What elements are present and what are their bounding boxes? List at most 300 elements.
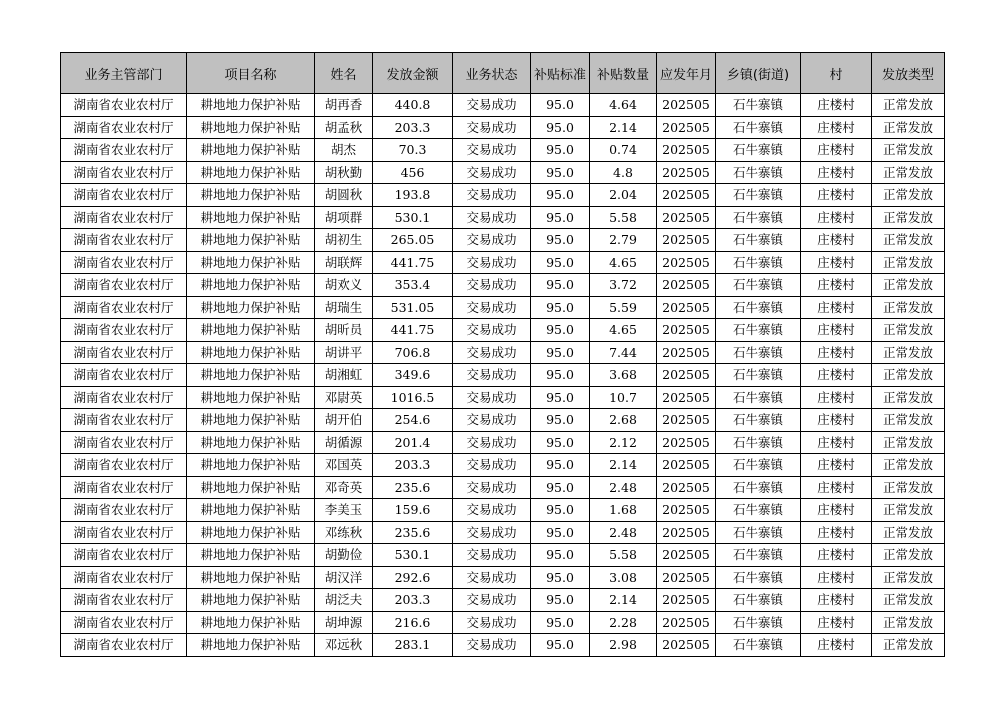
type-cell: 正常发放 [872,386,945,409]
table-row [61,589,945,612]
status-cell: 交易成功 [453,161,531,184]
period-cell: 202505 [657,499,716,522]
department-cell: 湖南省农业农村厅 [61,229,187,252]
standard-cell: 95.0 [531,589,590,612]
status-cell: 交易成功 [453,386,531,409]
township-cell: 石牛寨镇 [716,161,801,184]
project-cell: 耕地地力保护补贴 [187,544,315,567]
standard-cell: 95.0 [531,251,590,274]
standard-cell: 95.0 [531,274,590,297]
amount-cell: 440.8 [373,94,453,117]
quantity-cell: 10.7 [590,386,657,409]
period-cell: 202505 [657,251,716,274]
column-header: 发放金额 [373,53,453,94]
project-cell: 耕地地力保护补贴 [187,274,315,297]
status-cell: 交易成功 [453,521,531,544]
department-cell: 湖南省农业农村厅 [61,589,187,612]
table-row [61,521,945,544]
township-cell: 石牛寨镇 [716,589,801,612]
quantity-cell: 5.58 [590,544,657,567]
standard-cell: 95.0 [531,139,590,162]
table-row [61,476,945,499]
status-cell: 交易成功 [453,139,531,162]
period-cell: 202505 [657,274,716,297]
standard-cell: 95.0 [531,94,590,117]
status-cell: 交易成功 [453,206,531,229]
township-cell: 石牛寨镇 [716,274,801,297]
quantity-cell: 4.65 [590,319,657,342]
quantity-cell: 0.74 [590,139,657,162]
amount-cell: 159.6 [373,499,453,522]
village-cell: 庄楼村 [801,319,872,342]
department-cell: 湖南省农业农村厅 [61,409,187,432]
quantity-cell: 2.12 [590,431,657,454]
amount-cell: 203.3 [373,589,453,612]
village-cell: 庄楼村 [801,184,872,207]
village-cell: 庄楼村 [801,476,872,499]
project-cell: 耕地地力保护补贴 [187,94,315,117]
subsidy-table [60,52,945,657]
status-cell: 交易成功 [453,116,531,139]
department-cell: 湖南省农业农村厅 [61,319,187,342]
table-row [61,566,945,589]
amount-cell: 203.3 [373,454,453,477]
table-row [61,116,945,139]
table-row [61,251,945,274]
amount-cell: 193.8 [373,184,453,207]
department-cell: 湖南省农业农村厅 [61,251,187,274]
village-cell: 庄楼村 [801,274,872,297]
village-cell: 庄楼村 [801,566,872,589]
village-cell: 庄楼村 [801,431,872,454]
amount-cell: 353.4 [373,274,453,297]
standard-cell: 95.0 [531,296,590,319]
project-cell: 耕地地力保护补贴 [187,296,315,319]
department-cell: 湖南省农业农村厅 [61,184,187,207]
status-cell: 交易成功 [453,611,531,634]
type-cell: 正常发放 [872,589,945,612]
village-cell: 庄楼村 [801,341,872,364]
township-cell: 石牛寨镇 [716,296,801,319]
status-cell: 交易成功 [453,409,531,432]
status-cell: 交易成功 [453,634,531,657]
name-cell: 胡圆秋 [315,184,373,207]
village-cell: 庄楼村 [801,634,872,657]
village-cell: 庄楼村 [801,454,872,477]
table-row [61,94,945,117]
name-cell: 胡开伯 [315,409,373,432]
table-row [61,431,945,454]
type-cell: 正常发放 [872,341,945,364]
standard-cell: 95.0 [531,161,590,184]
amount-cell: 531.05 [373,296,453,319]
village-cell: 庄楼村 [801,206,872,229]
status-cell: 交易成功 [453,341,531,364]
project-cell: 耕地地力保护补贴 [187,139,315,162]
type-cell: 正常发放 [872,319,945,342]
quantity-cell: 2.98 [590,634,657,657]
project-cell: 耕地地力保护补贴 [187,184,315,207]
township-cell: 石牛寨镇 [716,116,801,139]
project-cell: 耕地地力保护补贴 [187,341,315,364]
department-cell: 湖南省农业农村厅 [61,521,187,544]
type-cell: 正常发放 [872,251,945,274]
township-cell: 石牛寨镇 [716,386,801,409]
type-cell: 正常发放 [872,566,945,589]
type-cell: 正常发放 [872,296,945,319]
status-cell: 交易成功 [453,364,531,387]
column-header: 项目名称 [187,53,315,94]
type-cell: 正常发放 [872,94,945,117]
status-cell: 交易成功 [453,274,531,297]
standard-cell: 95.0 [531,431,590,454]
amount-cell: 349.6 [373,364,453,387]
type-cell: 正常发放 [872,544,945,567]
village-cell: 庄楼村 [801,611,872,634]
department-cell: 湖南省农业农村厅 [61,364,187,387]
type-cell: 正常发放 [872,229,945,252]
amount-cell: 1016.5 [373,386,453,409]
period-cell: 202505 [657,634,716,657]
type-cell: 正常发放 [872,274,945,297]
table-row [61,206,945,229]
village-cell: 庄楼村 [801,251,872,274]
column-header: 发放类型 [872,53,945,94]
amount-cell: 70.3 [373,139,453,162]
period-cell: 202505 [657,364,716,387]
standard-cell: 95.0 [531,634,590,657]
amount-cell: 265.05 [373,229,453,252]
status-cell: 交易成功 [453,251,531,274]
table-row [61,611,945,634]
department-cell: 湖南省农业农村厅 [61,454,187,477]
table-row [61,319,945,342]
table-row [61,409,945,432]
project-cell: 耕地地力保护补贴 [187,206,315,229]
name-cell: 胡讲平 [315,341,373,364]
township-cell: 石牛寨镇 [716,499,801,522]
amount-cell: 530.1 [373,206,453,229]
name-cell: 邓尉英 [315,386,373,409]
table-row [61,634,945,657]
table-row [61,454,945,477]
standard-cell: 95.0 [531,566,590,589]
type-cell: 正常发放 [872,611,945,634]
column-header: 村 [801,53,872,94]
amount-cell: 706.8 [373,341,453,364]
status-cell: 交易成功 [453,589,531,612]
standard-cell: 95.0 [531,409,590,432]
quantity-cell: 2.14 [590,454,657,477]
period-cell: 202505 [657,296,716,319]
period-cell: 202505 [657,476,716,499]
township-cell: 石牛寨镇 [716,364,801,387]
department-cell: 湖南省农业农村厅 [61,116,187,139]
period-cell: 202505 [657,341,716,364]
standard-cell: 95.0 [531,184,590,207]
subsidy-table-sheet [60,52,945,657]
status-cell: 交易成功 [453,476,531,499]
name-cell: 胡勤俭 [315,544,373,567]
project-cell: 耕地地力保护补贴 [187,521,315,544]
type-cell: 正常发放 [872,521,945,544]
village-cell: 庄楼村 [801,409,872,432]
period-cell: 202505 [657,161,716,184]
column-header: 业务主管部门 [61,53,187,94]
amount-cell: 292.6 [373,566,453,589]
period-cell: 202505 [657,589,716,612]
village-cell: 庄楼村 [801,296,872,319]
village-cell: 庄楼村 [801,499,872,522]
status-cell: 交易成功 [453,454,531,477]
standard-cell: 95.0 [531,454,590,477]
table-row [61,274,945,297]
table-row [61,161,945,184]
department-cell: 湖南省农业农村厅 [61,431,187,454]
status-cell: 交易成功 [453,566,531,589]
village-cell: 庄楼村 [801,589,872,612]
amount-cell: 235.6 [373,521,453,544]
period-cell: 202505 [657,454,716,477]
quantity-cell: 2.28 [590,611,657,634]
township-cell: 石牛寨镇 [716,184,801,207]
standard-cell: 95.0 [531,319,590,342]
amount-cell: 201.4 [373,431,453,454]
amount-cell: 216.6 [373,611,453,634]
period-cell: 202505 [657,139,716,162]
table-row [61,296,945,319]
village-cell: 庄楼村 [801,364,872,387]
standard-cell: 95.0 [531,544,590,567]
department-cell: 湖南省农业农村厅 [61,386,187,409]
department-cell: 湖南省农业农村厅 [61,161,187,184]
quantity-cell: 2.48 [590,476,657,499]
standard-cell: 95.0 [531,364,590,387]
department-cell: 湖南省农业农村厅 [61,544,187,567]
department-cell: 湖南省农业农村厅 [61,296,187,319]
type-cell: 正常发放 [872,409,945,432]
type-cell: 正常发放 [872,184,945,207]
quantity-cell: 2.48 [590,521,657,544]
period-cell: 202505 [657,319,716,342]
status-cell: 交易成功 [453,499,531,522]
status-cell: 交易成功 [453,184,531,207]
period-cell: 202505 [657,206,716,229]
table-row [61,229,945,252]
name-cell: 李美玉 [315,499,373,522]
table-row [61,544,945,567]
township-cell: 石牛寨镇 [716,431,801,454]
name-cell: 胡项群 [315,206,373,229]
table-row [61,364,945,387]
quantity-cell: 5.58 [590,206,657,229]
department-cell: 湖南省农业农村厅 [61,274,187,297]
column-header: 应发年月 [657,53,716,94]
amount-cell: 441.75 [373,251,453,274]
quantity-cell: 3.68 [590,364,657,387]
column-header: 补贴标准 [531,53,590,94]
column-header: 姓名 [315,53,373,94]
department-cell: 湖南省农业农村厅 [61,341,187,364]
status-cell: 交易成功 [453,319,531,342]
name-cell: 胡秋勤 [315,161,373,184]
period-cell: 202505 [657,184,716,207]
village-cell: 庄楼村 [801,521,872,544]
name-cell: 胡初生 [315,229,373,252]
type-cell: 正常发放 [872,139,945,162]
period-cell: 202505 [657,431,716,454]
quantity-cell: 3.72 [590,274,657,297]
name-cell: 胡再香 [315,94,373,117]
department-cell: 湖南省农业农村厅 [61,566,187,589]
project-cell: 耕地地力保护补贴 [187,566,315,589]
township-cell: 石牛寨镇 [716,611,801,634]
department-cell: 湖南省农业农村厅 [61,139,187,162]
name-cell: 胡瑞生 [315,296,373,319]
village-cell: 庄楼村 [801,544,872,567]
name-cell: 胡欢义 [315,274,373,297]
name-cell: 胡联辉 [315,251,373,274]
type-cell: 正常发放 [872,364,945,387]
township-cell: 石牛寨镇 [716,251,801,274]
standard-cell: 95.0 [531,229,590,252]
type-cell: 正常发放 [872,476,945,499]
quantity-cell: 2.14 [590,589,657,612]
township-cell: 石牛寨镇 [716,544,801,567]
village-cell: 庄楼村 [801,161,872,184]
quantity-cell: 7.44 [590,341,657,364]
period-cell: 202505 [657,409,716,432]
township-cell: 石牛寨镇 [716,319,801,342]
village-cell: 庄楼村 [801,386,872,409]
name-cell: 胡泛夫 [315,589,373,612]
name-cell: 邓奇英 [315,476,373,499]
amount-cell: 203.3 [373,116,453,139]
name-cell: 胡循源 [315,431,373,454]
standard-cell: 95.0 [531,341,590,364]
name-cell: 邓练秋 [315,521,373,544]
name-cell: 邓远秋 [315,634,373,657]
township-cell: 石牛寨镇 [716,94,801,117]
table-row [61,386,945,409]
column-header: 乡镇(街道) [716,53,801,94]
project-cell: 耕地地力保护补贴 [187,476,315,499]
department-cell: 湖南省农业农村厅 [61,634,187,657]
township-cell: 石牛寨镇 [716,206,801,229]
quantity-cell: 4.65 [590,251,657,274]
project-cell: 耕地地力保护补贴 [187,611,315,634]
column-header: 补贴数量 [590,53,657,94]
village-cell: 庄楼村 [801,116,872,139]
project-cell: 耕地地力保护补贴 [187,319,315,342]
quantity-cell: 2.68 [590,409,657,432]
status-cell: 交易成功 [453,94,531,117]
status-cell: 交易成功 [453,229,531,252]
name-cell: 胡孟秋 [315,116,373,139]
project-cell: 耕地地力保护补贴 [187,364,315,387]
standard-cell: 95.0 [531,611,590,634]
township-cell: 石牛寨镇 [716,454,801,477]
township-cell: 石牛寨镇 [716,139,801,162]
standard-cell: 95.0 [531,499,590,522]
status-cell: 交易成功 [453,431,531,454]
project-cell: 耕地地力保护补贴 [187,634,315,657]
name-cell: 胡湘虹 [315,364,373,387]
type-cell: 正常发放 [872,634,945,657]
type-cell: 正常发放 [872,499,945,522]
amount-cell: 441.75 [373,319,453,342]
township-cell: 石牛寨镇 [716,521,801,544]
quantity-cell: 2.79 [590,229,657,252]
type-cell: 正常发放 [872,206,945,229]
department-cell: 湖南省农业农村厅 [61,94,187,117]
quantity-cell: 2.14 [590,116,657,139]
quantity-cell: 5.59 [590,296,657,319]
period-cell: 202505 [657,521,716,544]
table-row [61,139,945,162]
column-header: 业务状态 [453,53,531,94]
project-cell: 耕地地力保护补贴 [187,454,315,477]
standard-cell: 95.0 [531,386,590,409]
period-cell: 202505 [657,544,716,567]
period-cell: 202505 [657,386,716,409]
name-cell: 胡汉洋 [315,566,373,589]
department-cell: 湖南省农业农村厅 [61,206,187,229]
quantity-cell: 3.08 [590,566,657,589]
standard-cell: 95.0 [531,476,590,499]
table-body [61,94,945,657]
quantity-cell: 4.64 [590,94,657,117]
department-cell: 湖南省农业农村厅 [61,499,187,522]
department-cell: 湖南省农业农村厅 [61,611,187,634]
status-cell: 交易成功 [453,544,531,567]
table-header-row [61,53,945,94]
amount-cell: 283.1 [373,634,453,657]
quantity-cell: 2.04 [590,184,657,207]
township-cell: 石牛寨镇 [716,229,801,252]
department-cell: 湖南省农业农村厅 [61,476,187,499]
project-cell: 耕地地力保护补贴 [187,229,315,252]
period-cell: 202505 [657,94,716,117]
township-cell: 石牛寨镇 [716,566,801,589]
project-cell: 耕地地力保护补贴 [187,589,315,612]
table-row [61,341,945,364]
type-cell: 正常发放 [872,116,945,139]
standard-cell: 95.0 [531,116,590,139]
name-cell: 胡坤源 [315,611,373,634]
township-cell: 石牛寨镇 [716,341,801,364]
project-cell: 耕地地力保护补贴 [187,251,315,274]
township-cell: 石牛寨镇 [716,409,801,432]
project-cell: 耕地地力保护补贴 [187,386,315,409]
status-cell: 交易成功 [453,296,531,319]
period-cell: 202505 [657,566,716,589]
project-cell: 耕地地力保护补贴 [187,409,315,432]
type-cell: 正常发放 [872,431,945,454]
table-row [61,499,945,522]
project-cell: 耕地地力保护补贴 [187,431,315,454]
name-cell: 邓国英 [315,454,373,477]
project-cell: 耕地地力保护补贴 [187,499,315,522]
quantity-cell: 4.8 [590,161,657,184]
period-cell: 202505 [657,611,716,634]
period-cell: 202505 [657,116,716,139]
standard-cell: 95.0 [531,206,590,229]
village-cell: 庄楼村 [801,229,872,252]
name-cell: 胡昕员 [315,319,373,342]
project-cell: 耕地地力保护补贴 [187,116,315,139]
standard-cell: 95.0 [531,521,590,544]
